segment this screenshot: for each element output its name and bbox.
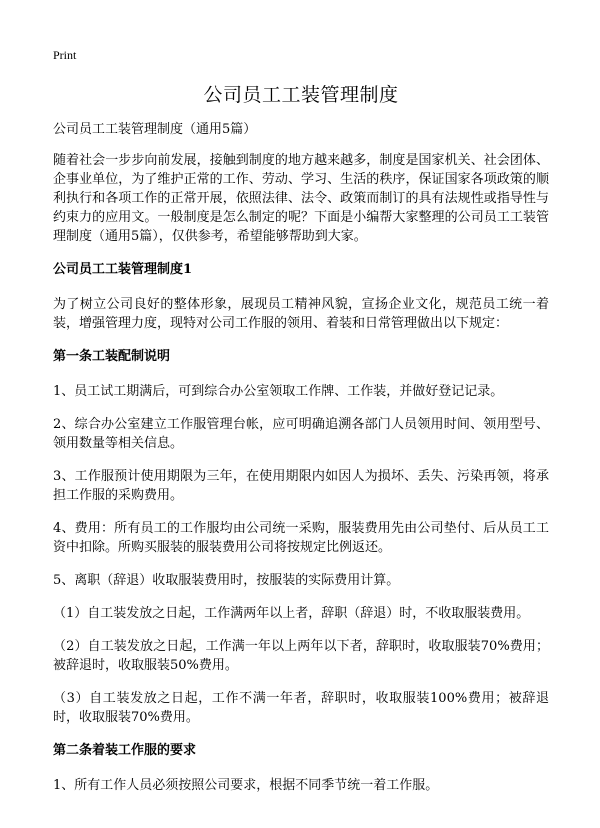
article-1-item: 3、工作服预计使用期限为三年，在使用期限内如因人为损坏、丢失、污染再领，将承担工作服的采购费用。 [53, 469, 549, 503]
article-heading-1: 第一条工装配制说明 [53, 349, 171, 364]
article-1-item: 4、费用：所有员工的工作服均由公司统一采购，服装费用先由公司垫付、后从员工工资中扣除。所购买服装的服装费用公司将按规定比例返还。 [53, 521, 549, 555]
article-1-item: 1、员工试工期满后，可到综合办公室领取工作牌、工作装，并做好登记记录。 [53, 384, 504, 399]
print-link[interactable]: Print [53, 48, 77, 62]
article-heading-2: 第二条着装工作服的要求 [53, 743, 197, 758]
document-body [53, 120, 549, 809]
page-title: 公司员工工装管理制度 [203, 84, 399, 106]
article-1-item: 2、综合办公室建立工作服管理台帐，应可明确追溯各部门人员领用时间、领用型号、领用数量等相关信息。 [53, 417, 549, 451]
intro-paragraph: 随着社会一步步向前发展，接触到制度的地方越来越多，制度是国家机关、社会团体、企事业单位，为了维护正常的工作、劳动、学习、生活的秩序，保证国家各项政策的顺利执行和各项工作的正常开展，依照法律、法令、政策而制订的具有法规性或指导性与约束力的应用文。一般制度是怎么制定的呢？下面是小编帮大家整理的公司员工工装管理制度（通用5篇），仅供参考，希望能够帮助到大家。 [53, 153, 549, 244]
article-1-item: （1）自工装发放之日起，工作满两年以上者，辞职（辞退）时，不收取服装费用。 [53, 606, 530, 621]
article-1-item: （3）自工装发放之日起，工作不满一年者，辞职时，收取服装100%费用；被辞退时，收取服装70%费用。 [53, 691, 549, 725]
article-2-item: 1、所有工作人员必须按照公司要求，根据不同季节统一着工作服。 [53, 778, 439, 793]
document-subtitle: 公司员工工装管理制度（通用5篇） [53, 122, 257, 137]
article-1-item: （2）自工装发放之日起，工作满一年以上两年以下者，辞职时，收取服装70%费用；被辞退时，收取服装50%费用。 [53, 639, 549, 673]
article-1-item: 5、离职（辞退）收取服装费用时，按服装的实际费用计算。 [53, 573, 400, 588]
section-heading-1: 公司员工工装管理制度1 [53, 262, 193, 277]
section-1-paragraph: 为了树立公司良好的整体形象，展现员工精神风貌，宣扬企业文化，规范员工统一着装，增强管理力度，现特对公司工作服的领用、着装和日常管理做出以下规定： [53, 297, 549, 331]
